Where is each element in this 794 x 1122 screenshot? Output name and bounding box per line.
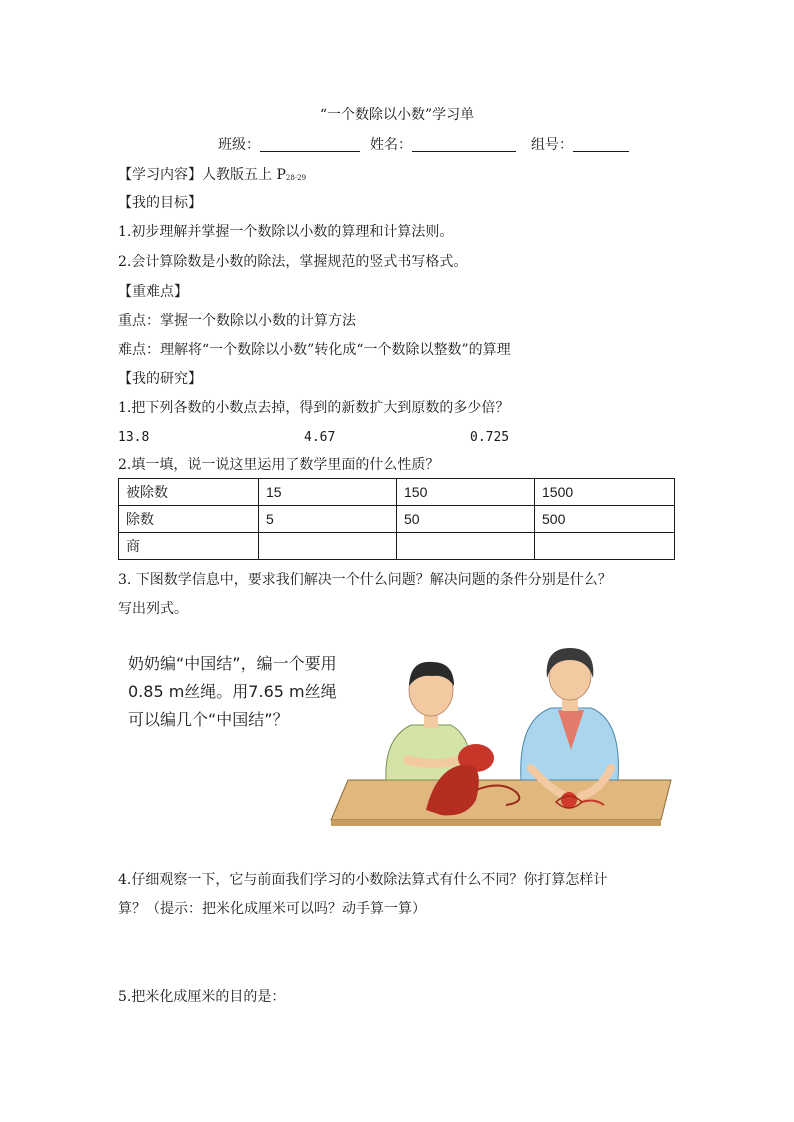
- table-row: [119, 479, 675, 506]
- class-field: [218, 137, 360, 152]
- research-heading: 【我的研究】: [118, 371, 202, 387]
- story-text: 奶奶编“中国结”，编一个要用0.85 m丝绳。用7.65 m丝绳可以编几个“中国结”？: [128, 654, 337, 729]
- key-point-focus: 重点：掌握一个数除以小数的计算方法: [118, 313, 356, 329]
- question-3-line-1: 3. 下图数学信息中，要求我们解决一个什么问题？解决问题的条件分别是什么？: [118, 572, 612, 588]
- name-label: 姓名：: [370, 137, 412, 153]
- quotient-cell[interactable]: [397, 533, 535, 560]
- table-cell: 1500: [535, 479, 675, 506]
- group-label: 组号：: [531, 137, 573, 153]
- q1-number-1: 13.8: [118, 430, 150, 445]
- content-pages: 28-29: [285, 174, 307, 182]
- question-5: 5.把米化成厘米的目的是：: [118, 989, 286, 1005]
- table-cell: 5: [259, 506, 397, 533]
- key-point-difficulty: 难点：理解将“一个数除以小数”转化成“一个数除以整数”的算理: [118, 342, 511, 358]
- table-cell: 150: [397, 479, 535, 506]
- table-row: [119, 533, 675, 560]
- division-table: [118, 478, 675, 560]
- boy-figure: [386, 662, 471, 780]
- q1-number-3: 0.725: [470, 430, 510, 445]
- grandma-figure: [521, 648, 619, 796]
- q1-number-2: 4.67: [304, 430, 336, 445]
- table-cell: 500: [535, 506, 675, 533]
- question-1: 1.把下列各数的小数点去掉，得到的新数扩大到原数的多少倍？: [118, 400, 510, 416]
- class-blank[interactable]: [260, 137, 360, 152]
- table-row: [119, 506, 675, 533]
- table-cell: 被除数: [119, 479, 259, 506]
- table-edge: [331, 820, 661, 826]
- question-2: 2.填一填，说一说这里运用了数学里面的什么性质？: [118, 457, 440, 473]
- question-3-line-2: 写出列式。: [118, 601, 188, 617]
- key-points-heading: 【重难点】: [118, 284, 188, 300]
- question-4-line-1: 4.仔细观察一下，它与前面我们学习的小数除法算式有什么不同？你打算怎样计: [118, 872, 608, 888]
- illustration-grandma-and-boy: [326, 640, 676, 840]
- table-cell: 商: [119, 533, 259, 560]
- page-title: “一个数除以小数”学习单: [319, 107, 475, 123]
- content-label: 【学习内容】: [118, 167, 202, 183]
- question-4-line-2: 算？（提示：把米化成厘米可以吗？动手算一算）: [118, 901, 426, 917]
- quotient-cell[interactable]: [259, 533, 397, 560]
- goal-item-2: 2.会计算除数是小数的除法，掌握规范的竖式书写格式。: [118, 254, 468, 270]
- group-field: [531, 137, 629, 152]
- goals-heading: 【我的目标】: [118, 195, 202, 211]
- content-line: [118, 168, 306, 182]
- group-blank[interactable]: [573, 137, 629, 152]
- quotient-cell[interactable]: [535, 533, 675, 560]
- table-cell: 15: [259, 479, 397, 506]
- class-label: 班级：: [218, 137, 260, 153]
- goal-item-1: 1.初步理解并掌握一个数除以小数的算理和计算法则。: [118, 224, 454, 240]
- name-blank[interactable]: [412, 137, 516, 152]
- name-field: [370, 137, 516, 152]
- table-cell: 除数: [119, 506, 259, 533]
- table-cell: 50: [397, 506, 535, 533]
- content-text: 人教版五上 P: [202, 167, 286, 183]
